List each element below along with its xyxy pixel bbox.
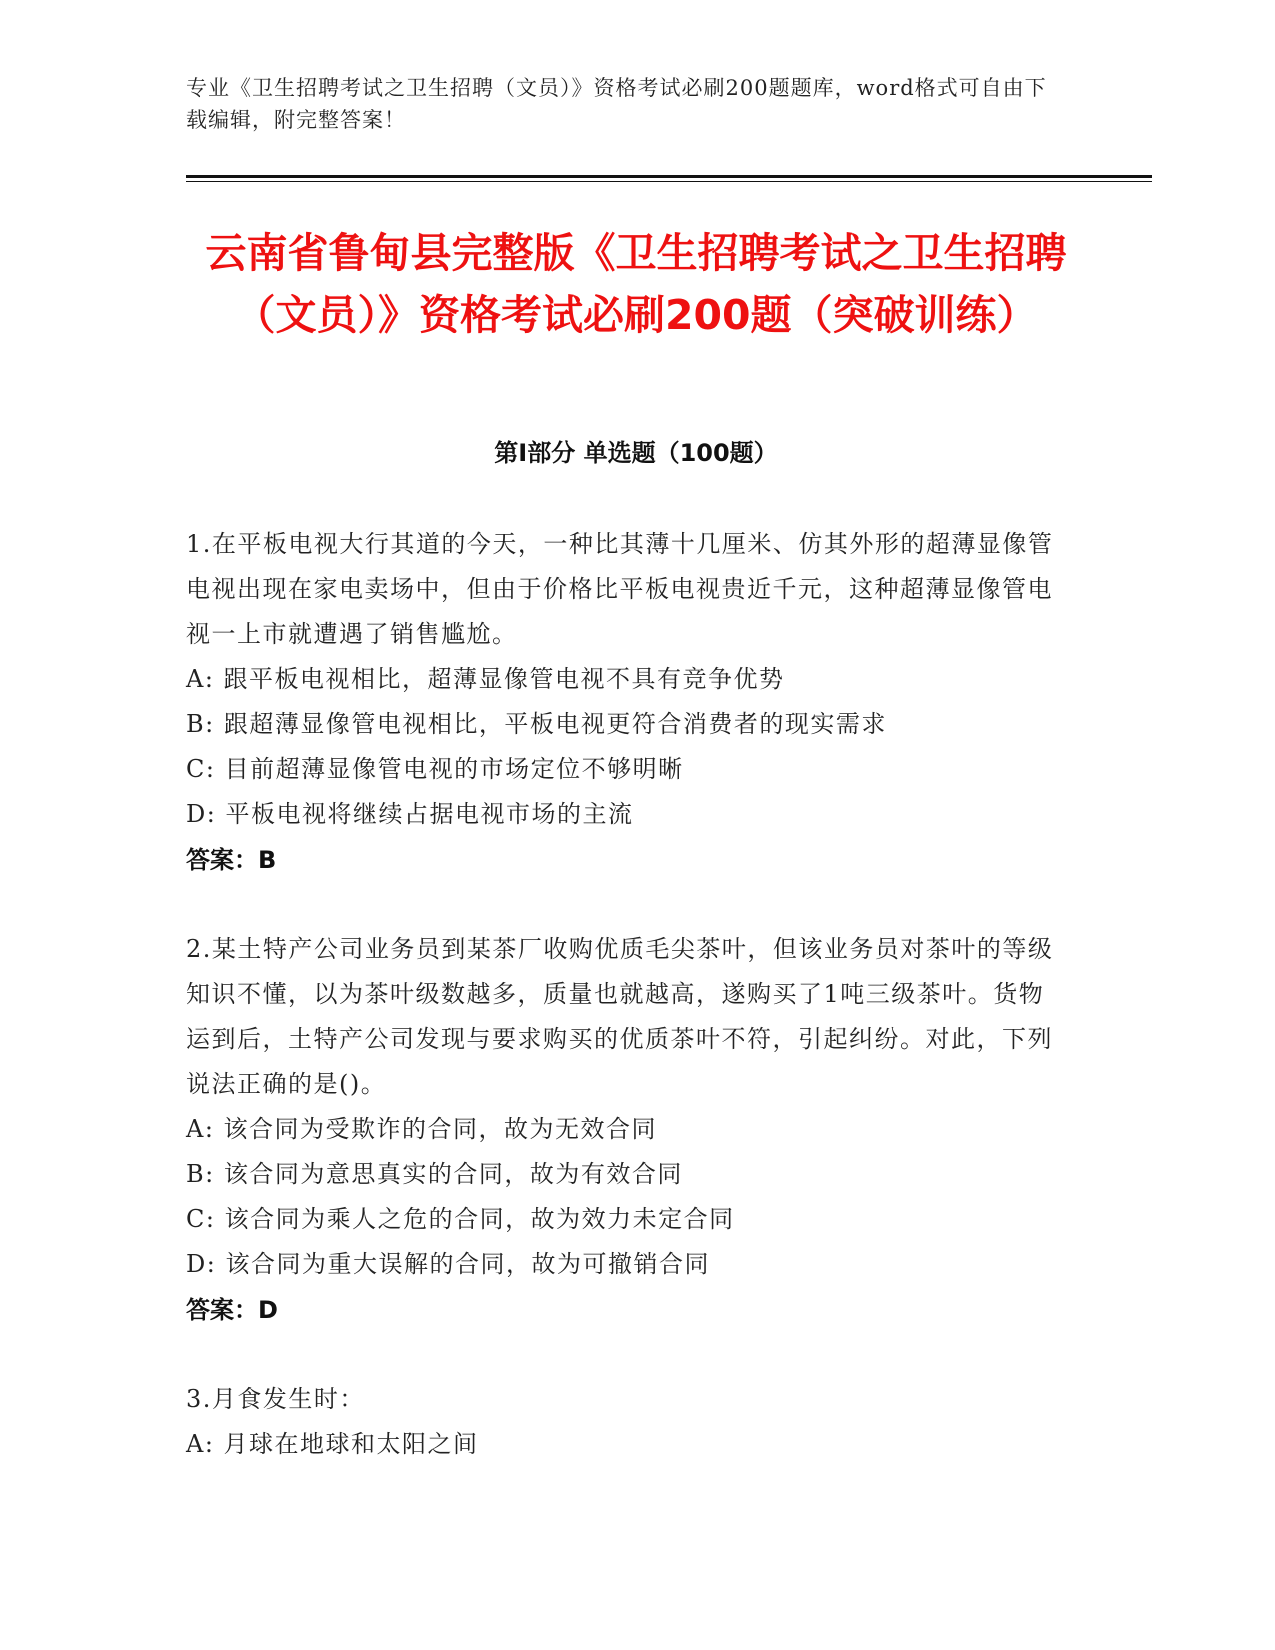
document-title: 云南省鲁甸县完整版《卫生招聘考试之卫生招聘（文员）》资格考试必刷200题（突破训练）	[205, 229, 1067, 339]
header-rule-thick	[186, 175, 1152, 178]
answer: 答案：B	[186, 846, 277, 874]
question-text: 2.某土特产公司业务员到某茶厂收购优质毛尖茶叶，但该业务员对茶叶的等级知识不懂，以为茶叶级数越多，质量也就越高，遂购买了1吨三级茶叶。货物运到后，土特产公司发现与要求购买的优质茶叶不符，引起纠纷。对此，下列说法正确的是()。	[186, 935, 1054, 1098]
question-list	[186, 522, 1066, 1511]
option-a: A: 跟平板电视相比，超薄显像管电视不具有竞争优势	[186, 665, 785, 693]
question-2	[186, 927, 1066, 1333]
option-d: D: 该合同为重大误解的合同，故为可撤销合同	[186, 1250, 710, 1278]
option-a: A: 该合同为受欺诈的合同，故为无效合同	[186, 1115, 658, 1143]
question-text: 3.月食发生时：	[186, 1385, 365, 1413]
answer: 答案：D	[186, 1296, 278, 1324]
option-c: C: 目前超薄显像管电视的市场定位不够明晰	[186, 755, 684, 783]
header-note: 专业《卫生招聘考试之卫生招聘（文员）》资格考试必刷200题题库，word格式可自由下载编辑，附完整答案！	[186, 76, 1047, 132]
section-title: 第Ⅰ部分 单选题（100题）	[494, 439, 778, 467]
option-a: A: 月球在地球和太阳之间	[186, 1430, 479, 1458]
header-rule-thin	[186, 181, 1152, 182]
question-3	[186, 1377, 1066, 1467]
option-b: B: 跟超薄显像管电视相比，平板电视更符合消费者的现实需求	[186, 710, 887, 738]
option-d: D: 平板电视将继续占据电视市场的主流	[186, 800, 634, 828]
option-b: B: 该合同为意思真实的合同，故为有效合同	[186, 1160, 683, 1188]
question-1	[186, 522, 1066, 883]
question-text: 1.在平板电视大行其道的今天，一种比其薄十几厘米、仿其外形的超薄显像管电视出现在家电卖场中，但由于价格比平板电视贵近千元，这种超薄显像管电视一上市就遭遇了销售尴尬。	[186, 530, 1054, 648]
option-c: C: 该合同为乘人之危的合同，故为效力未定合同	[186, 1205, 735, 1233]
